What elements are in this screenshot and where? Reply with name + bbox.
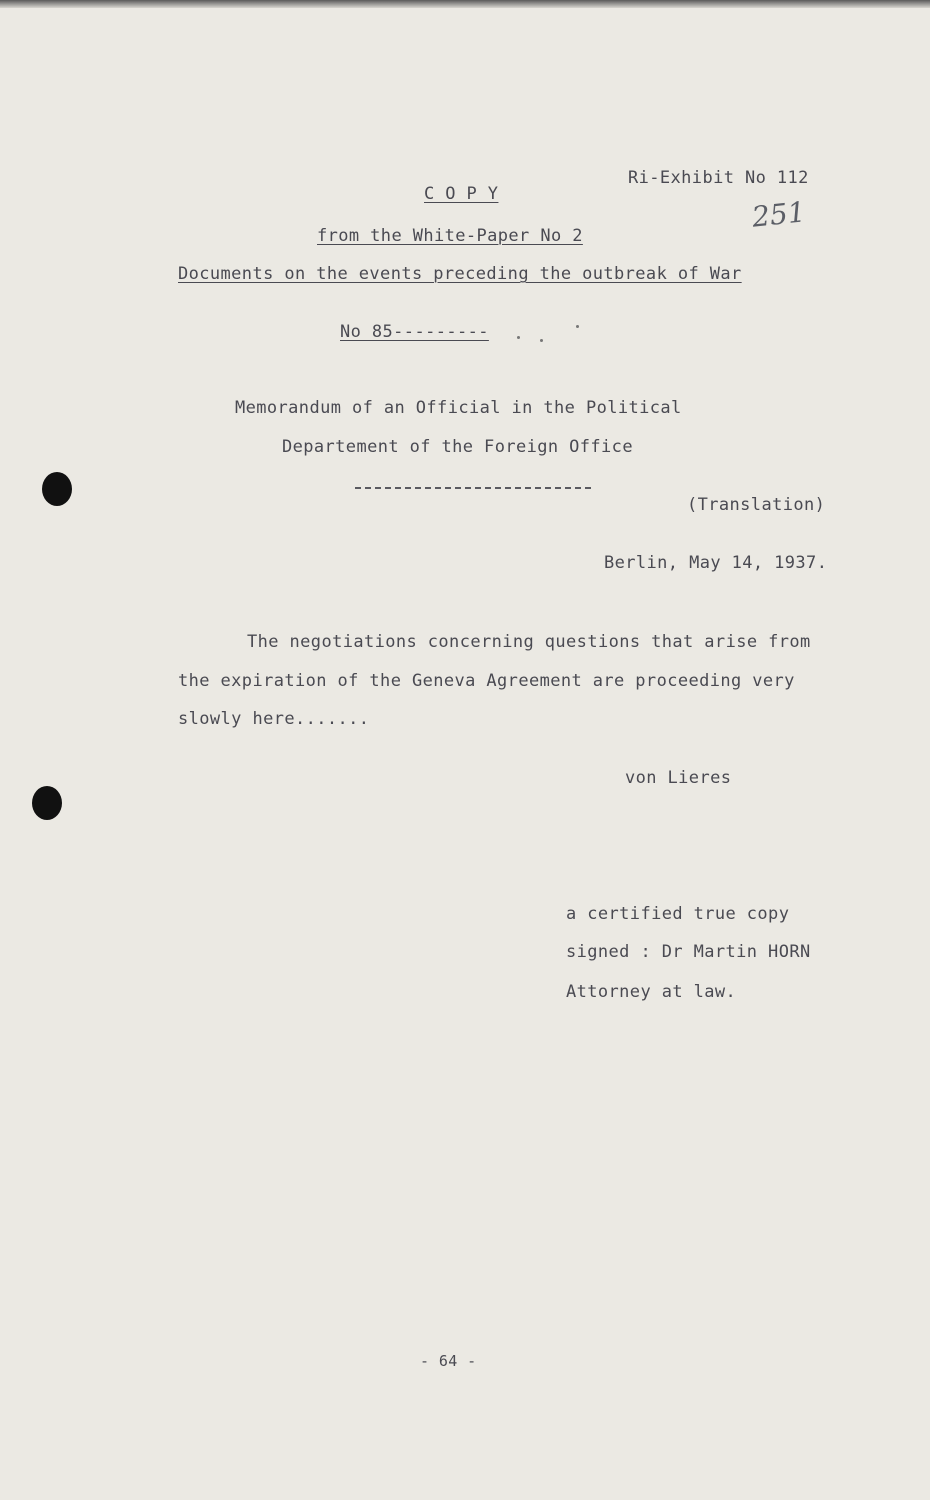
documents-line: Documents on the events preceding the outbreak of War: [178, 264, 742, 284]
signature: von Lieres: [625, 768, 732, 788]
ink-speck: [576, 325, 579, 328]
dashed-divider: [355, 487, 591, 489]
page-top-edge: [0, 0, 930, 8]
translation-note: (Translation): [687, 495, 826, 515]
dateline: Berlin, May 14, 1937.: [604, 553, 828, 573]
document-number: No 85---------: [340, 322, 489, 342]
body-line-1: The negotiations concerning questions that arise from: [247, 632, 811, 652]
page-number: - 64 -: [420, 1352, 477, 1370]
exhibit-number: Ri-Exhibit No 112: [628, 168, 809, 188]
ink-speck: [540, 339, 543, 342]
ink-speck: [517, 336, 520, 339]
certification-line-1: a certified true copy: [566, 904, 790, 924]
certification-line-2: signed : Dr Martin HORN: [566, 942, 811, 962]
handwritten-page-number: 251: [750, 195, 808, 234]
body-line-3: slowly here.......: [178, 709, 370, 729]
punch-hole-top: [42, 472, 72, 506]
copy-label: C O P Y: [424, 184, 499, 204]
source-line: from the White-Paper No 2: [317, 226, 583, 246]
punch-hole-bottom: [32, 786, 62, 820]
memo-title-line-2: Departement of the Foreign Office: [282, 437, 633, 457]
memo-title-line-1: Memorandum of an Official in the Political: [235, 398, 682, 418]
certification-line-3: Attorney at law.: [566, 982, 737, 1002]
body-line-2: the expiration of the Geneva Agreement are proceeding very: [178, 671, 795, 691]
